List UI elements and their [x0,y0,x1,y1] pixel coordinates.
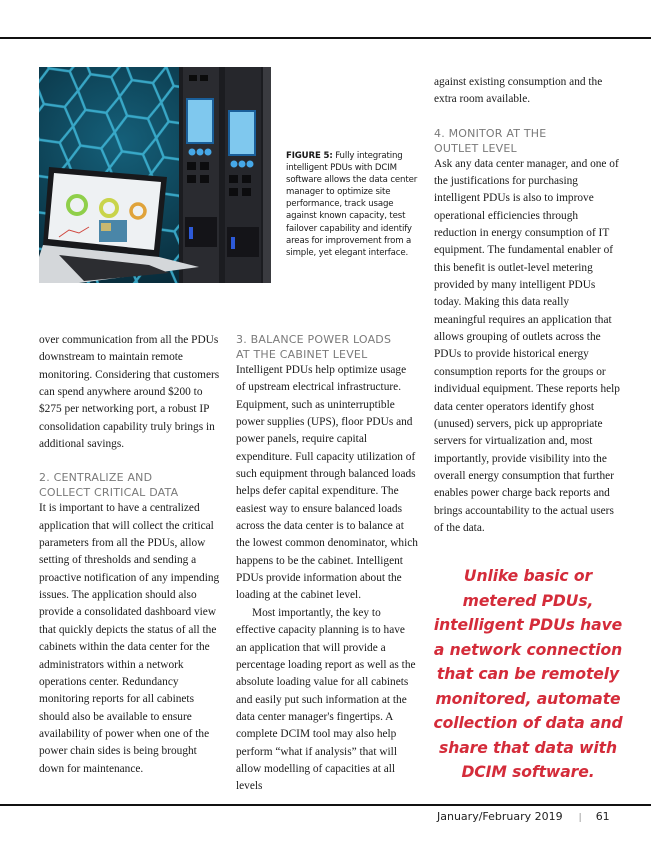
section-3-heading [236,332,418,362]
section-4-heading [434,126,620,156]
section-2-heading [39,470,221,500]
column-2 [236,332,418,796]
pdu-rack [179,67,271,283]
figure-caption [286,150,422,259]
figure-caption-text: Fully integrating intelligent PDUs with DCIM software allows the data center manager to optimize site performance, track usage against known capacity, test failover capability and identify areas for improvement from a simple, yet elegant interface. [286,151,418,258]
figure-5-photo [39,67,271,283]
continued-paragraph: against existing consumption and the extra room available. [434,76,603,106]
section-3-body: Intelligent PDUs help optimize usage of upstream electrical infrastructure. Equipment, such as uninterruptible power supplies (UPS), floor PDUs and power panels, require capital expenditure. Full capacity utilization of such equipment through balanced loads helps defer capital expenditure. The easiest way to ensure balanced loads across the data center is to balance at the lowest common denominator, which happens to be the cabinet. Intelligent PDUs provide information about the loading at the cabinet level. [236,364,418,602]
page-footer [437,810,610,823]
section-3-heading-line-1: 3. BALANCE POWER LOADS [236,333,392,346]
page-number: 61 [595,810,610,823]
section-2-heading-line-1: 2. CENTRALIZE AND [39,471,153,485]
section-3-heading-line-2: AT THE CABINET LEVEL [236,348,368,361]
column-3 [434,74,620,537]
continued-paragraph: over communication from all the PDUs downstream to maintain remote monitoring. Considering that customers can spend anywhere around $200 to $275 per networking port, a robust IP consolidation capability truly brings in additional savings. [39,334,220,451]
section-2-body: It is important to have a centralized application that will collect the critical parameters from all the PDUs, allow setting of thresholds and sending a proactive notification of any impending issues. The application should also provide a consolidated dashboard view that quickly depicts the status of all the cabinets within the data center for the administrators within a network operations center. Redundancy monitoring reports for all cabinets should also be available to ensure availability of power when one of the power chain sides is being brought down for maintenance. [39,502,220,775]
issue-date: January/February 2019 [437,810,563,823]
section-4-heading-line-2: OUTLET LEVEL [434,141,517,155]
section-3-body-2: Most importantly, the key to effective capacity planning is to have an application that will provide a percentage loading report as well as the absolute loading value for all cabinets and easily put such information at the data center manager's fingertips. A complete DCIM tool may also help perform “what if analysis” that will allow modelling of capacities at all levels [236,606,416,793]
bottom-rule [0,804,651,806]
section-2-heading-line-2: COLLECT CRITICAL DATA [39,486,179,500]
section-4-heading-line-1: 4. MONITOR AT THE [434,126,547,140]
pull-quote: Unlike basic or metered PDUs, intelligent PDUs have a network connection that can be remotely monitored, automate collection of data and share that data with DCIM software. [433,567,623,781]
footer-separator: | [578,813,582,823]
section-4-body: Ask any data center manager, and one of the justifications for purchasing intelligent PDUs is also to improve operational efficiencies through reduction in energy consumption of IT equipment. The fundamental enabler of this benefit is outlet-level metering provided by many intelligent PDUs today. Making this data really meaningful requires an application that allows grouping of outlets across the PDUs to provide historical energy consumption reports for the groups or individual equipment. These reports help data center operators identify ghost (unused) servers, pick up appropriate servers for virtualization and, most importantly, provide visibility into the overall energy consumption that further enables power charge back reports and brings accountability to the actual users of the data. [434,157,620,534]
column-1 [39,332,221,778]
figure-caption-label: FIGURE 5: [286,151,333,161]
top-rule [0,37,651,39]
